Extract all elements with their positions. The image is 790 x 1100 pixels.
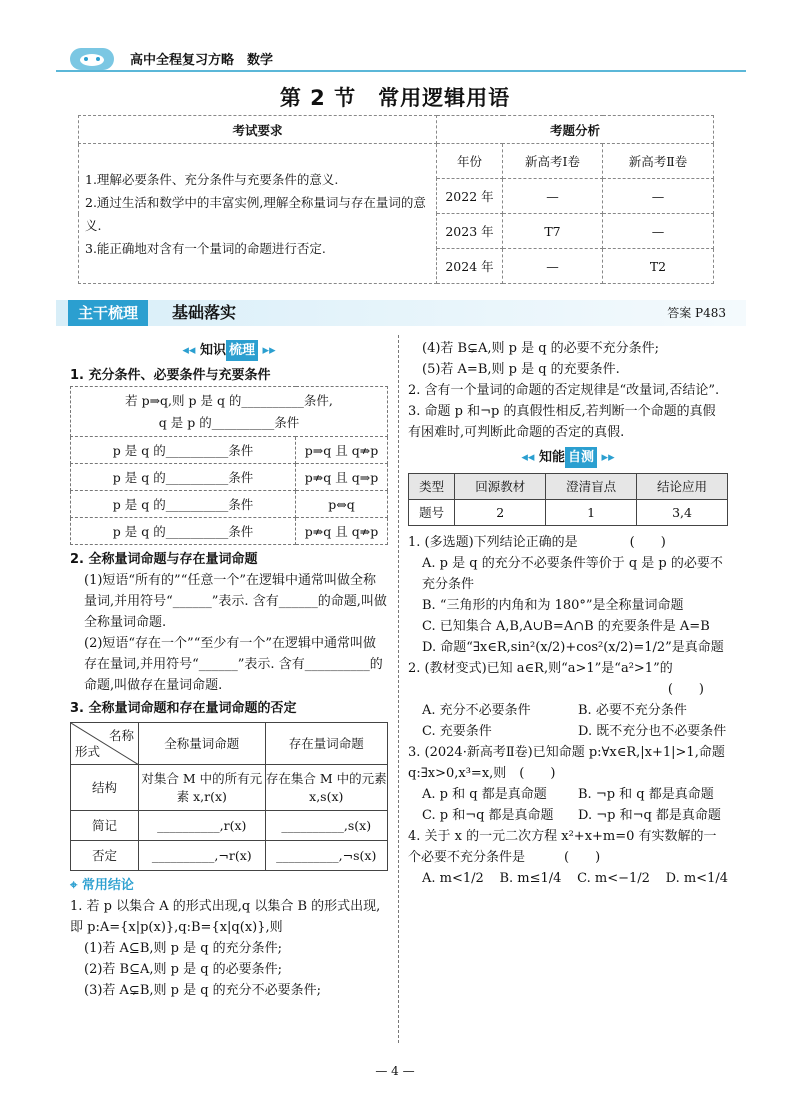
option: B. m≤1/4 xyxy=(499,871,562,886)
header-existential: 存在量词命题 xyxy=(265,723,387,765)
conclusions-heading xyxy=(70,875,388,896)
option: C. m<−1/2 xyxy=(577,871,650,886)
answer-ref: 答案 P483 xyxy=(667,306,726,320)
q4-options-row xyxy=(408,868,728,889)
pill-highlight: 梳理 xyxy=(226,340,258,361)
table-cell: — xyxy=(503,179,603,214)
table-cell: 2 xyxy=(455,500,546,526)
book-title: 高中全程复习方略 数学 xyxy=(130,53,274,68)
conclusion-item: (1)若 A⊆B,则 p 是 q 的充分条件; xyxy=(84,941,283,956)
req-1: 1.理解必要条件、充分条件与充要条件的意义. xyxy=(85,171,339,187)
option: A. m<1/2 xyxy=(422,871,484,886)
q2-options-row-1 xyxy=(408,700,728,721)
table-cell: p 是 q 的__________条件 xyxy=(71,437,296,464)
option: D. 既不充分也不必要条件 xyxy=(578,724,727,739)
table-cell: 3,4 xyxy=(637,500,728,526)
table-cell: 2024 年 xyxy=(437,249,503,284)
answer-paren: ( ) xyxy=(667,682,704,697)
exam-table xyxy=(78,115,714,284)
table-cell: 澄清盲点 xyxy=(546,474,637,500)
option: A. 充分不必要条件 xyxy=(422,703,531,718)
option: C. 已知集合 A,B,A∪B=A∩B 的充要条件是 A=B xyxy=(422,619,710,634)
pill-label: 知识 xyxy=(199,343,226,358)
diag-name: 名称 xyxy=(108,728,134,743)
q3-options-row-1 xyxy=(408,784,728,805)
quantifier-para-1: (1)短语“所有的”“任意一个”在逻辑中通常叫做全称量词,并用符号“______”表示. 含有______的命题,叫做全称量词命题. xyxy=(84,573,387,630)
section-tag: 主干梳理 xyxy=(68,300,148,326)
col-year: 年份 xyxy=(437,144,503,179)
table-cell: 回源教材 xyxy=(455,474,546,500)
question-2: 2. (教材变式)已知 a∈R,则“a>1”是“a²>1”的 xyxy=(408,661,673,676)
table-cell: 否定 xyxy=(71,841,139,871)
section-name: 基础落实 xyxy=(172,303,237,322)
option: D. m<1/4 xyxy=(665,871,728,886)
table-cell: 类型 xyxy=(409,474,455,500)
diag-form: 形式 xyxy=(75,744,101,759)
table-cell: 简记 xyxy=(71,811,139,841)
q3-options-row-2 xyxy=(408,805,728,826)
table-cell: T2 xyxy=(603,249,714,284)
conclusion-item: (5)若 A=B,则 p 是 q 的充要条件. xyxy=(422,362,620,377)
conclusions-label: 常用结论 xyxy=(81,878,134,893)
conclusion-2: 2. 含有一个量词的命题的否定规律是“改量词,否结论”. xyxy=(408,383,720,398)
header-universal: 全称量词命题 xyxy=(139,723,266,765)
table-cell: 存在集合 M 中的元素 x,s(x) xyxy=(265,765,387,811)
question-1: 1. (多选题)下列结论正确的是 ( ) xyxy=(408,535,666,550)
knowledge-pill: ◂◂ 知识 梳理 ▸▸ xyxy=(70,340,388,361)
cond-top-2: q 是 p 的__________条件 xyxy=(158,414,300,430)
option: A. p 是 q 的充分不必要条件等价于 q 是 p 的必要不充分条件 xyxy=(422,556,723,592)
option: A. p 和 q 都是真命题 xyxy=(422,787,547,802)
cond-top-1: 若 p⇒q,则 p 是 q 的__________条件, xyxy=(125,392,333,408)
q2-options-row-2 xyxy=(408,721,728,742)
option: C. p 和¬q 都是真命题 xyxy=(422,808,554,823)
condition-table xyxy=(70,386,388,545)
table-cell: p⇔q xyxy=(296,491,388,518)
conclusion-3: 3. 命题 p 和¬p 的真假性相反,若判断一个命题的真假有困难时,可判断此命题的否定的真假. xyxy=(408,404,716,440)
section-bar xyxy=(56,300,746,326)
exam-req-header: 考试要求 xyxy=(79,116,437,144)
table-cell: __________,s(x) xyxy=(265,811,387,841)
pill-label: 知能 xyxy=(538,450,565,465)
option: B. “三角形的内角和为 180°”是全称量词命题 xyxy=(422,598,684,613)
question-4: 4. 关于 x 的一元二次方程 x²+x+m=0 有实数解的一个必要不充分条件是 ( ) xyxy=(408,829,717,865)
conclusion-item: (2)若 B⊆A,则 p 是 q 的必要条件; xyxy=(84,962,283,977)
table-cell: 题号 xyxy=(409,500,455,526)
book-logo-icon xyxy=(70,48,114,70)
table-cell: __________,¬r(x) xyxy=(139,841,266,871)
table-cell: T7 xyxy=(503,214,603,249)
table-cell: 1 xyxy=(546,500,637,526)
table-cell: p 是 q 的__________条件 xyxy=(71,491,296,518)
left-column xyxy=(70,338,388,1001)
table-cell: 结构 xyxy=(71,765,139,811)
exam-requirements xyxy=(79,144,437,284)
table-cell: p⇏q 且 q⇒p xyxy=(296,464,388,491)
conclusion-item: (3)若 A⊊B,则 p 是 q 的充分不必要条件; xyxy=(84,983,322,998)
table-cell: __________,r(x) xyxy=(139,811,266,841)
table-cell: 对集合 M 中的所有元素 x,r(x) xyxy=(139,765,266,811)
subsection-3: 3. 全称量词命题和存在量词命题的否定 xyxy=(70,701,297,716)
subsection-1: 1. 充分条件、必要条件与充要条件 xyxy=(70,368,271,383)
option: C. 充要条件 xyxy=(422,724,492,739)
table-cell: p⇏q 且 q⇏p xyxy=(296,518,388,545)
table-cell: — xyxy=(603,179,714,214)
running-header xyxy=(56,46,746,72)
table-cell: — xyxy=(603,214,714,249)
col-paper2: 新高考Ⅱ卷 xyxy=(603,144,714,179)
conclusion-1: 1. 若 p 以集合 A 的形式出现,q 以集合 B 的形式出现,即 p:A={x|p(x)},q:B={x|q(x)},则 xyxy=(70,899,381,935)
table-cell: p⇒q 且 q⇏p xyxy=(296,437,388,464)
section-title: 第 2 节 常用逻辑用语 xyxy=(279,86,511,110)
selftest-table xyxy=(408,473,728,526)
table-cell: — xyxy=(503,249,603,284)
req-2: 2.通过生活和数学中的丰富实例,理解全称量词与存在量词的意义. xyxy=(85,194,426,233)
exam-analysis-header: 考题分析 xyxy=(437,116,714,144)
col-paper1: 新高考Ⅰ卷 xyxy=(503,144,603,179)
option: B. 必要不充分条件 xyxy=(578,703,687,718)
right-column xyxy=(408,338,728,889)
table-cell: 2023 年 xyxy=(437,214,503,249)
selftest-pill: ◂◂ 知能 自测 ▸▸ xyxy=(408,447,728,468)
table-cell: 2022 年 xyxy=(437,179,503,214)
location-pin-icon: ⌖ xyxy=(70,878,82,893)
column-divider xyxy=(398,335,399,1043)
question-3: 3. (2024·新高考Ⅱ卷)已知命题 p:∀x∈R,|x+1|>1,命题 q:∃x>0,x³=x,则 ( ) xyxy=(408,745,725,781)
subsection-2: 2. 全称量词命题与存在量词命题 xyxy=(70,552,258,567)
table-cell: p 是 q 的__________条件 xyxy=(71,464,296,491)
option: D. 命题“∃x∈R,sin²(x/2)+cos²(x/2)=1/2”是真命题 xyxy=(422,640,724,655)
table-cell: 结论应用 xyxy=(637,474,728,500)
conclusion-item: (4)若 B⊊A,则 p 是 q 的必要不充分条件; xyxy=(422,341,660,356)
option: B. ¬p 和 q 都是真命题 xyxy=(578,787,714,802)
pill-highlight: 自测 xyxy=(565,447,597,468)
diagonal-header xyxy=(71,723,139,765)
req-3: 3.能正确地对含有一个量词的命题进行否定. xyxy=(85,240,326,256)
table-cell: __________,¬s(x) xyxy=(265,841,387,871)
option: D. ¬p 和¬q 都是真命题 xyxy=(578,808,721,823)
page-number: — 4 — xyxy=(375,1064,415,1078)
quantifier-para-2: (2)短语“存在一个”“至少有一个”在逻辑中通常叫做存在量词,并用符号“______”表示. 含有__________的命题,叫做存在量词命题. xyxy=(84,636,383,693)
table-cell: p 是 q 的__________条件 xyxy=(71,518,296,545)
negation-table xyxy=(70,722,388,871)
